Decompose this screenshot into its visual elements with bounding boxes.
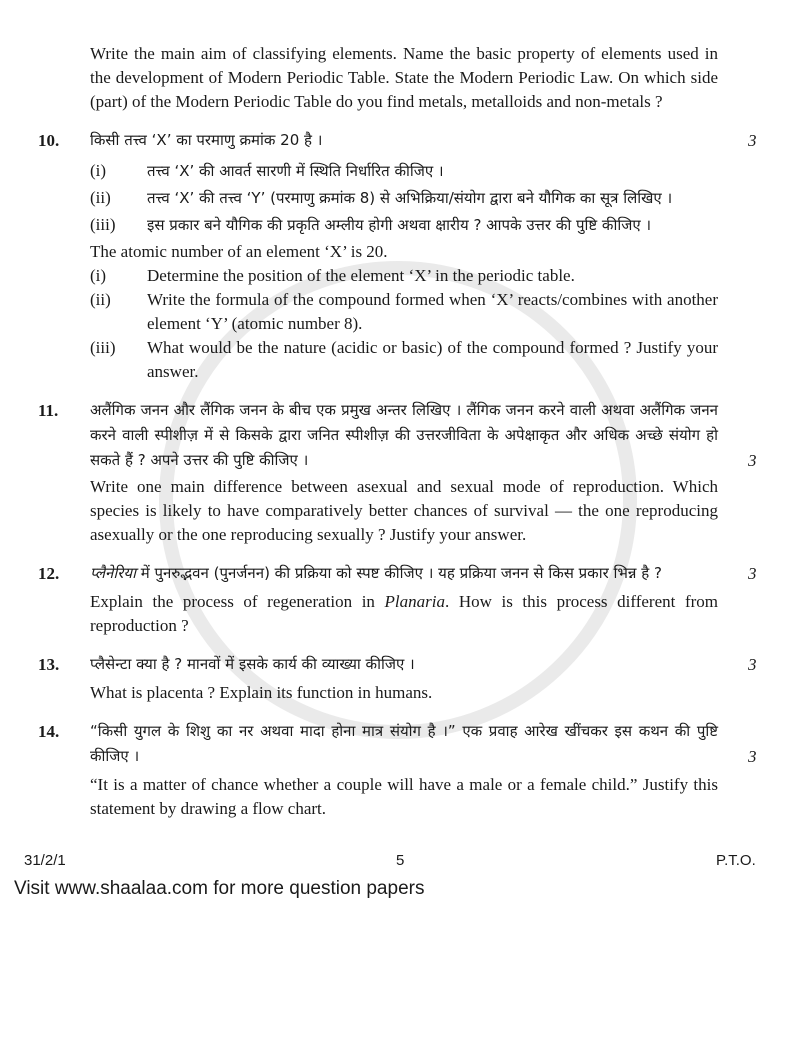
question-9-english: Write the main aim of classifying elements. Name the basic property of elements used in the development of Modern Periodic Table. State the Modern Periodic Law. On which side (part) of the Modern Periodic Table do you find metals, metalloids and non-metals ? [90, 44, 718, 111]
marks: 3 [748, 747, 757, 766]
footer [0, 851, 800, 873]
question-10 [0, 128, 800, 384]
question-10-english: The atomic number of an element ‘X’ is 20. [90, 242, 388, 261]
question-14 [0, 719, 800, 821]
question-11-hindi: अलैंगिक जनन और लैंगिक जनन के बीच एक प्रमुख अन्तर लिखिए । लैंगिक जनन करने वाली अथवा अलैंगिक जनन करने वाली स्पीशीज़ में से किसके द्वारा जनित स्पीशीज़ की उत्तरजीविता के अपेक्षाकृत और अधिक अच्छे संयोग हो सकते हैं ? अपने उत्तर की पुष्टि कीजिए । [90, 401, 718, 469]
question-number: 11. [38, 401, 59, 420]
sub-part: (i) तत्त्व ‘X’ की आवर्त सारणी में स्थिति निर्धारित कीजिए । [90, 161, 444, 180]
question-10-hindi: किसी तत्त्व ‘X’ का परमाणु क्रमांक 20 है । [90, 131, 323, 149]
sub-part: (ii) Write the formula of the compound formed when ‘X’ reacts/combines with another element ‘Y’ (atomic number 8). [90, 290, 718, 333]
question-number: 10. [38, 131, 60, 150]
question-number: 12. [38, 564, 60, 583]
question-number: 14. [38, 722, 60, 741]
question-12-hindi: प्लैनेरिया में पुनरुद्भवन (पुनर्जनन) की प्रक्रिया को स्पष्ट कीजिए । यह प्रक्रिया जनन से किस प्रकार भिन्न है ? [90, 564, 662, 582]
visit-link[interactable]: Visit www.shaalaa.com for more question papers [14, 878, 425, 899]
sub-part: (iii) What would be the nature (acidic or basic) of the compound formed ? Justify your answer. [90, 338, 718, 381]
sub-part: (iii) इस प्रकार बने यौगिक की प्रकृति अम्लीय होगी अथवा क्षारीय ? आपके उत्तर की पुष्टि कीजिए । [90, 215, 652, 234]
question-13 [0, 652, 800, 705]
question-number: 13. [38, 655, 60, 674]
question-14-hindi: “किसी युगल के शिशु का नर अथवा मादा होना मात्र संयोग है ।” एक प्रवाह आरेख खींचकर इस कथन की पुष्टि कीजिए । [90, 722, 718, 765]
marks: 3 [748, 131, 757, 150]
question-13-hindi: प्लैसेन्टा क्या है ? मानवों में इसके कार्य की व्याख्या कीजिए । [90, 655, 415, 673]
question-13-english: What is placenta ? Explain its function in humans. [90, 683, 433, 702]
pto-label: P.T.O. [716, 852, 756, 869]
marks: 3 [748, 451, 757, 470]
question-11-english: Write one main difference between asexual and sexual mode of reproduction. Which species is likely to have comparatively better chances of survival — the one reproducing asexually or the one reproducing sexually ? Justify your answer. [90, 477, 718, 544]
marks: 3 [748, 655, 757, 674]
paper-code: 31/2/1 [24, 852, 66, 869]
page-number: 5 [396, 852, 405, 869]
question-11 [0, 398, 800, 547]
marks: 3 [748, 564, 757, 583]
question-14-english: “It is a matter of chance whether a couple will have a male or a female child.” Justify this statement by drawing a flow chart. [90, 775, 718, 818]
sub-part: (i) Determine the position of the element ‘X’ in the periodic table. [90, 266, 575, 285]
question-12 [0, 561, 800, 638]
question-12-english: Explain the process of regeneration in Planaria. How is this process different from reproduction ? [90, 592, 718, 635]
sub-part: (ii) तत्त्व ‘X’ की तत्त्व ‘Y’ (परमाणु क्रमांक 8) से अभिक्रिया/संयोग द्वारा बने यौगिक का सूत्र लिखिए । [90, 188, 673, 207]
